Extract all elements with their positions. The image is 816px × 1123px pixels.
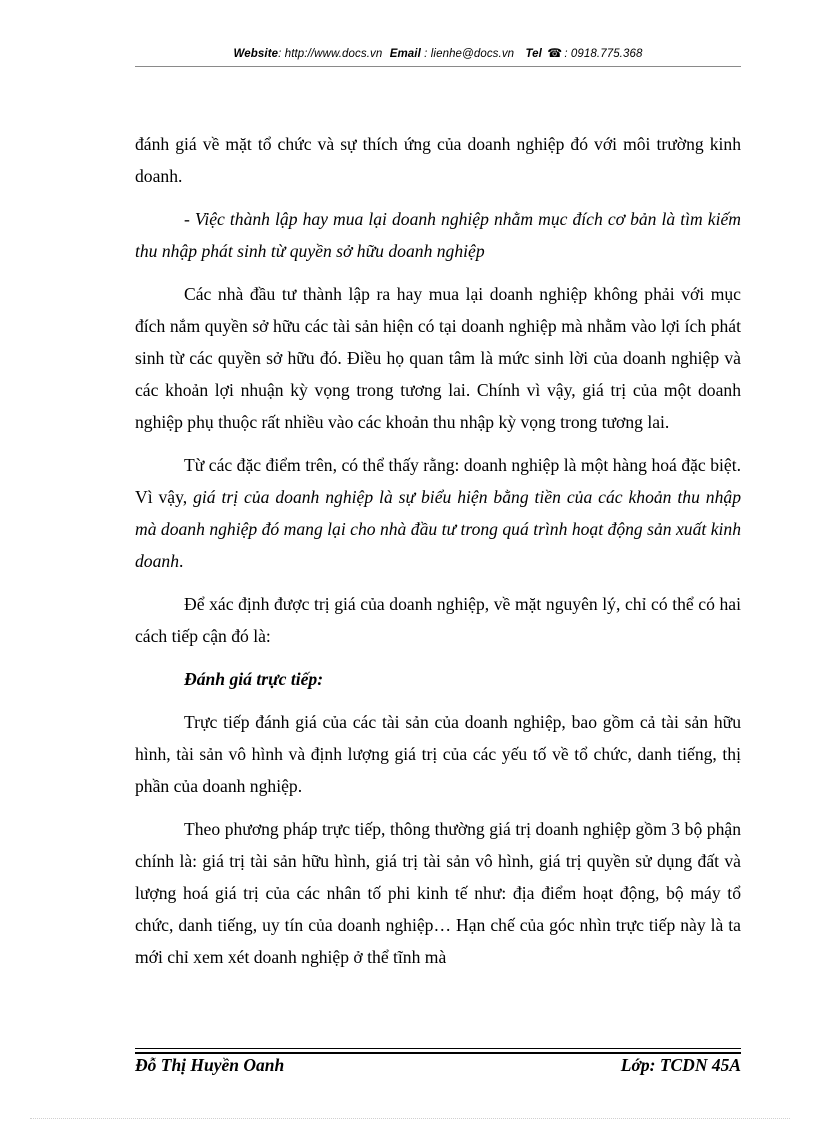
- paragraph-4-end: .: [178, 551, 184, 571]
- paragraph-2: - Việc thành lập hay mua lại doanh nghiệp nhằm mục đích cơ bản là tìm kiếm thu nhập phát sinh từ quyền sở hữu doanh nghiệp: [135, 209, 741, 261]
- header-divider: [135, 66, 741, 67]
- page-header: [135, 46, 741, 60]
- paragraph-4: [135, 449, 741, 577]
- paragraph-3: Các nhà đầu tư thành lập ra hay mua lại doanh nghiệp không phải với mục đích nắm quyền sở hữu các tài sản hiện có tại doanh nghiệp mà nhằm vào lợi ích phát sinh từ các quyền sở hữu đó. Điều họ quan tâm là mức sinh lời của doanh nghiệp và các khoản lợi nhuận kỳ vọng trong tương lai. Chính vì vậy, giá trị của một doanh nghiệp phụ thuộc rất nhiều vào các khoản thu nhập kỳ vọng trong tương lai.: [135, 284, 741, 432]
- paragraph-1: đánh giá về mặt tổ chức và sự thích ứng của doanh nghiệp đó với môi trường kinh doanh.: [135, 134, 741, 186]
- telephone-icon: ☎: [547, 46, 563, 60]
- footer-divider-thick: [135, 1052, 741, 1054]
- email-label: Email: [389, 48, 421, 60]
- tel-value: : 0918.775.368: [564, 48, 643, 60]
- paragraph-6: Trực tiếp đánh giá của các tài sản của doanh nghiệp, bao gồm cả tài sản hữu hình, tài sản vô hình và định lượng giá trị của các yếu tố về tổ chức, danh tiếng, thị phần của doanh nghiệp.: [135, 712, 741, 796]
- paragraph-4-definition: giá trị của doanh nghiệp là sự biểu hiện bằng tiền của các khoản thu nhập mà doanh nghiệp đó mang lại cho nhà đầu tư trong quá trình hoạt động sản xuất kinh doanh: [135, 487, 741, 571]
- section-subheading: Đánh giá trực tiếp:: [184, 669, 324, 689]
- email-value: : lienhe@docs.vn: [424, 48, 515, 60]
- paragraph-5: Để xác định được trị giá của doanh nghiệp, về mặt nguyên lý, chỉ có thể có hai cách tiếp cận đó là:: [135, 594, 741, 646]
- paragraph-4-lead: Từ các đặc điểm trên, có thể thấy rằng: doanh nghiệp là một hàng hoá đặc biệt. Vì vậy,: [135, 455, 741, 507]
- page-edge-line: [30, 1118, 790, 1119]
- website-value: : http://www.docs.vn: [278, 48, 383, 60]
- footer-class: Lớp: TCDN 45A: [620, 1055, 741, 1075]
- paragraph-7: Theo phương pháp trực tiếp, thông thường giá trị doanh nghiệp gồm 3 bộ phận chính là: giá trị tài sản hữu hình, giá trị tài sản vô hình, giá trị quyền sử dụng đất và lượng hoá giá trị của các nhân tố phi kinh tế như: địa điểm hoạt động, bộ máy tổ chức, danh tiếng, uy tín của doanh nghiệp… Hạn chế của góc nhìn trực tiếp này là ta mới chỉ xem xét doanh nghiệp ở thể tĩnh mà: [135, 819, 741, 967]
- footer-divider-thin: [135, 1048, 741, 1049]
- footer-author: Đỗ Thị Huyền Oanh: [135, 1055, 285, 1075]
- document-body: [135, 128, 741, 984]
- tel-label: Tel: [525, 48, 542, 60]
- website-label: Website: [233, 48, 279, 60]
